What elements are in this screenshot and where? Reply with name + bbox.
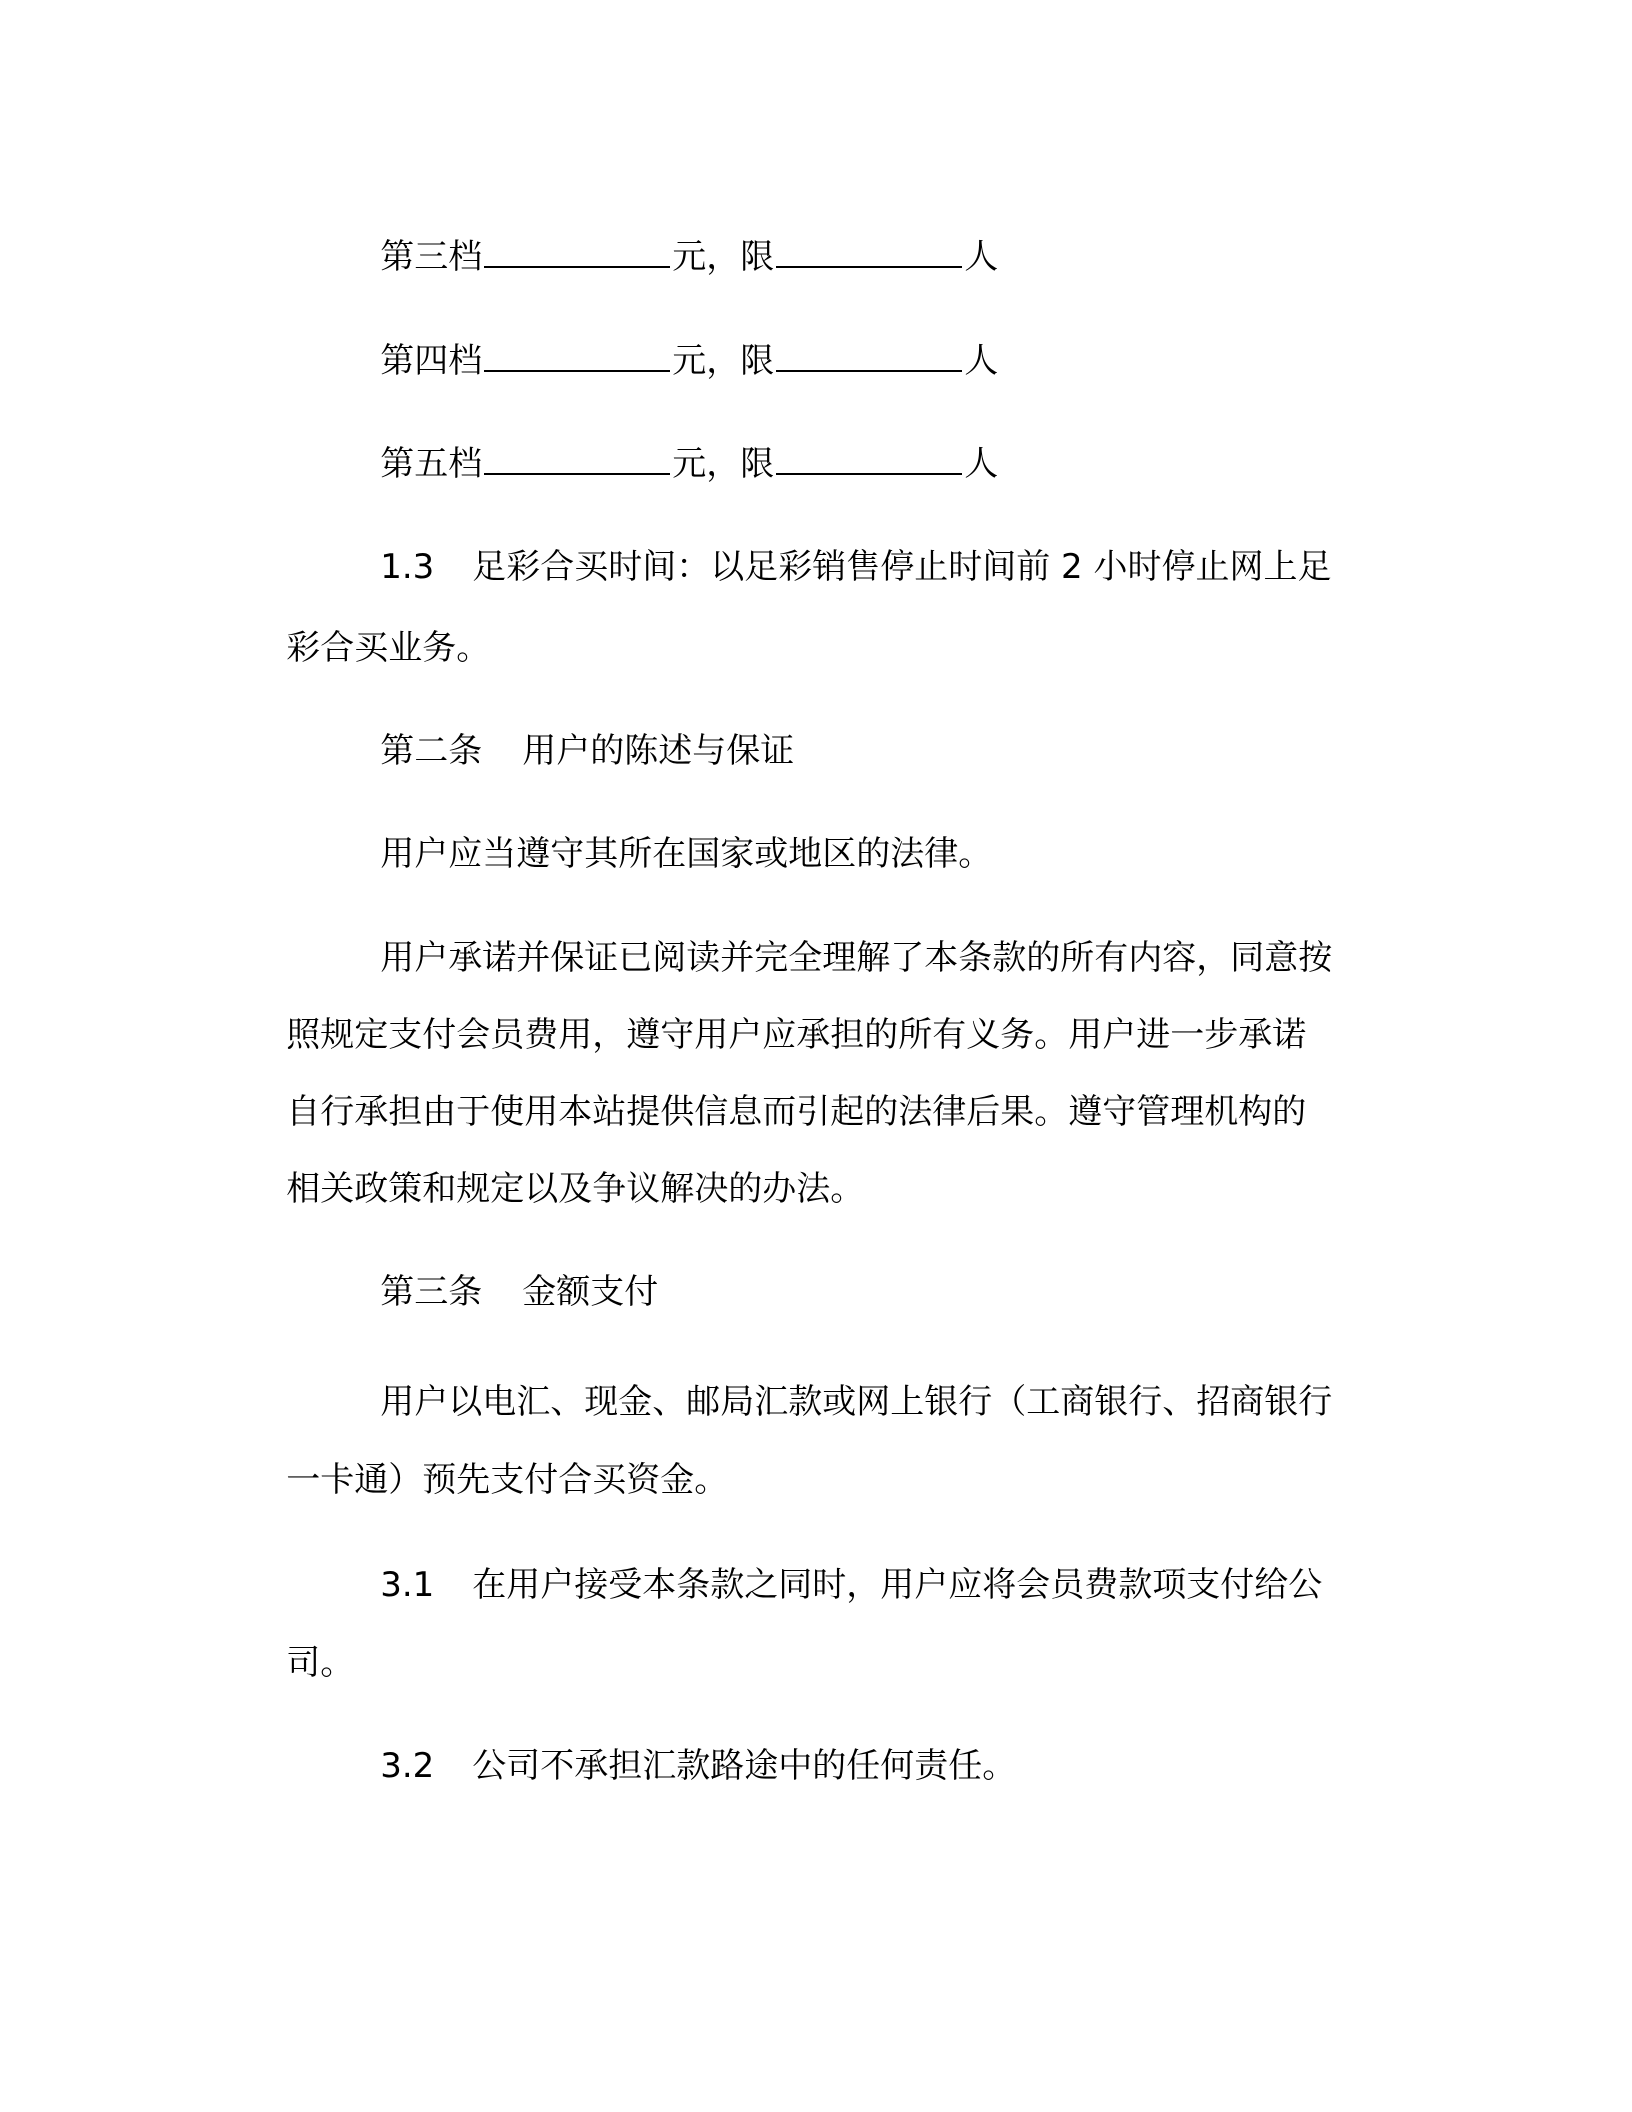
clause-text: 足彩合买时间：以足彩销售停止时间前 2 小时停止网上足 [472, 547, 1332, 587]
people-blank[interactable] [776, 443, 962, 475]
clause-text: 公司不承担汇款路途中的任何责任。 [472, 1746, 1017, 1786]
tier-label: 第五档 [380, 444, 483, 484]
tier-line-5 [337, 403, 998, 524]
clause-1-3-line-2 [243, 588, 490, 708]
paragraph-text: 相关政策和规定以及争议解决的办法。 [286, 1169, 865, 1209]
clause-number: 3.1 [380, 1565, 435, 1605]
clause-text: 司。 [286, 1643, 355, 1683]
clause-number: 1.3 [380, 547, 435, 587]
paragraph-text: 自行承担由于使用本站提供信息而引起的法律后果。遵守管理机构的 [286, 1092, 1307, 1132]
people-blank[interactable] [776, 340, 962, 372]
article-number: 第三条 [380, 1272, 483, 1312]
tier-label: 第四档 [380, 341, 483, 381]
tier-suffix: 人 [964, 444, 999, 484]
tier-label: 第三档 [380, 237, 483, 277]
clause-number: 3.2 [380, 1746, 435, 1786]
paragraph-text: 照规定支付会员费用，遵守用户应承担的所有义务。用户进一步承诺 [286, 1015, 1307, 1055]
article-title: 用户的陈述与保证 [522, 731, 795, 771]
paragraph-text: 用户以电汇、现金、邮局汇款或网上银行（工商银行、招商银行 [380, 1382, 1333, 1422]
paragraph-text: 用户承诺并保证已阅读并完全理解了本条款的所有内容，同意按 [380, 938, 1333, 978]
amount-blank[interactable] [484, 236, 670, 268]
amount-blank[interactable] [484, 443, 670, 475]
article-2-heading [337, 691, 794, 811]
article-3-heading [337, 1232, 658, 1352]
tier-suffix: 人 [964, 341, 999, 381]
clause-text: 在用户接受本条款之同时，用户应将会员费款项支付给公 [472, 1565, 1323, 1605]
paragraph-text: 用户应当遵守其所在国家或地区的法律。 [380, 834, 993, 874]
clause-3-1-line-1 [337, 1525, 1322, 1645]
paragraph-text: 一卡通）预先支付合买资金。 [286, 1460, 729, 1500]
article-2-para-2-line-4 [243, 1129, 864, 1249]
article-2-para-1 [337, 794, 992, 914]
clause-3-2-line-1 [337, 1706, 1016, 1826]
amount-blank[interactable] [484, 340, 670, 372]
tier-suffix: 人 [964, 237, 999, 277]
article-3-para-1-line-2 [243, 1420, 728, 1540]
clause-3-1-line-2 [243, 1603, 354, 1723]
tier-unit: 元，限 [672, 237, 775, 277]
people-blank[interactable] [776, 236, 962, 268]
tier-unit: 元，限 [672, 341, 775, 381]
tier-unit: 元，限 [672, 444, 775, 484]
tier-line-3 [337, 196, 998, 317]
article-number: 第二条 [380, 731, 483, 771]
article-title: 金额支付 [522, 1272, 659, 1312]
clause-text: 彩合买业务。 [286, 628, 491, 668]
